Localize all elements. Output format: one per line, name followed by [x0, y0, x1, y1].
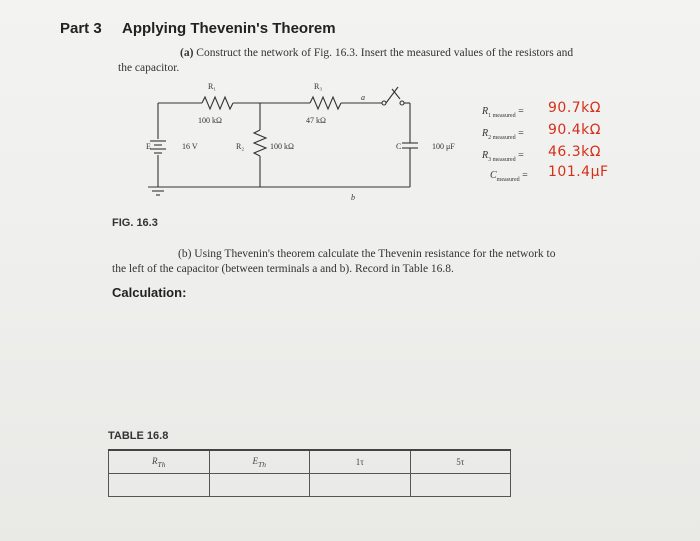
- r1-measured-label: $R_{1 measured}$ =: [482, 106, 524, 119]
- part-b-line2: the left of the capacitor (between terminals a and b). Record in Table 16.8.: [112, 263, 454, 275]
- r2-value: 100 kΩ: [270, 142, 294, 151]
- part-label: Part 3: [60, 20, 102, 37]
- capacitor-value: 100 μF: [432, 142, 455, 151]
- source-label: E: [146, 142, 151, 151]
- header-rth: $R_{Th}$: [109, 450, 210, 474]
- section-title: Applying Thevenin's Theorem: [122, 20, 336, 37]
- cell-1tau: [310, 474, 411, 497]
- part-a-line1: [180, 46, 573, 61]
- c-measured-value: 101.4μF: [548, 164, 609, 180]
- r2-label: R₂: [236, 142, 245, 151]
- part-a-line2: the capacitor.: [118, 62, 180, 74]
- cell-eth: [209, 474, 310, 497]
- node-b-label: b: [351, 193, 355, 202]
- source-value: 16 V: [182, 142, 198, 151]
- resistor-r3: [310, 97, 341, 109]
- switch-node-a: [382, 101, 386, 105]
- part-b-line1: (b) Using Thevenin's theorem calculate the Thevenin resistance for the network to: [178, 248, 556, 260]
- r3-label: R₃: [314, 82, 323, 91]
- r1-label: R₁: [208, 82, 217, 91]
- table-header-row: [109, 450, 511, 474]
- r3-value: 47 kΩ: [306, 116, 326, 125]
- r2-measured-label: $R_{2 measured}$ =: [482, 128, 524, 141]
- part-a-label: (a): [180, 47, 194, 59]
- r3-measured-label: $R_{3 measured}$ =: [482, 150, 524, 163]
- results-table: [108, 449, 511, 497]
- calculation-label: Calculation:: [112, 285, 187, 300]
- table-title: TABLE 16.8: [108, 430, 169, 442]
- node-a-label: a: [361, 93, 365, 102]
- part-a-text: Construct the network of Fig. 16.3. Insert the measured values of the resistors and: [196, 47, 574, 59]
- table-row: [109, 474, 511, 497]
- cell-5tau: [410, 474, 511, 497]
- r2-measured-value: 90.4kΩ: [548, 122, 601, 138]
- resistor-r1: [202, 97, 233, 109]
- r3-measured-value: 46.3kΩ: [548, 144, 601, 160]
- capacitor-label: C: [396, 142, 402, 151]
- c-measured-label: $C_{measured}$ =: [490, 170, 528, 183]
- header-eth: $E_{Th}$: [209, 450, 310, 474]
- header-1tau: 1τ: [310, 450, 411, 474]
- r1-measured-value: 90.7kΩ: [548, 100, 601, 116]
- cell-rth: [109, 474, 210, 497]
- figure-caption: FIG. 16.3: [112, 217, 158, 229]
- r1-value: 100 kΩ: [198, 116, 222, 125]
- switch-contact: [400, 101, 404, 105]
- resistor-r2: [254, 130, 266, 156]
- header-5tau: 5τ: [410, 450, 511, 474]
